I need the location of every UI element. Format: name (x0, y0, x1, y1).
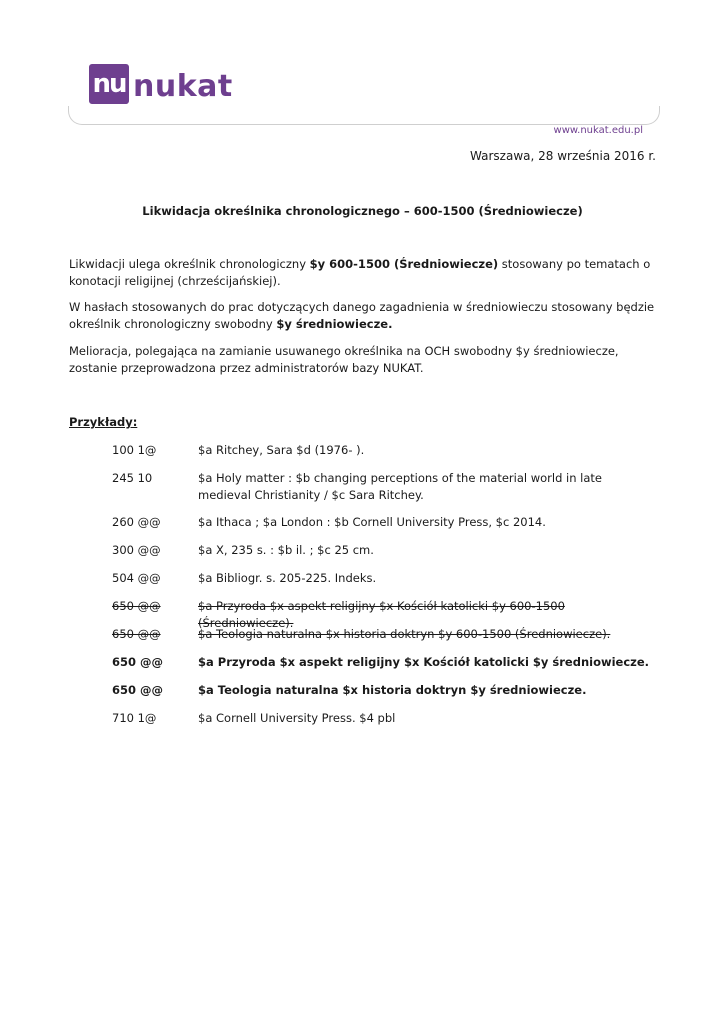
paragraph-1 (69, 256, 659, 290)
marc-tag: 710 1@ (112, 711, 157, 725)
marc-record-row (112, 442, 652, 459)
marc-content: $a Cornell University Press. $4 pbl (198, 711, 396, 725)
paragraph-1-text-a: Likwidacji ulega określnik chronologiczny (69, 257, 310, 271)
document-title: Likwidacja określnika chronologicznego – 600-1500 (Średniowiecze) (142, 204, 583, 218)
marc-record-row (112, 710, 652, 727)
marc-record-row (112, 470, 652, 504)
marc-tag: 100 1@ (112, 443, 157, 457)
marc-record-row (112, 570, 652, 587)
marc-tag: 650 @@ (112, 599, 161, 613)
nukat-logo (89, 63, 233, 104)
paragraph-2-bold: $y średniowiecze. (276, 317, 393, 331)
marc-record-row-deleted (112, 626, 652, 643)
marc-content: $a Teologia naturalna $x historia doktryn $y 600-1500 (Średniowiecze). (198, 627, 611, 641)
marc-tag: 260 @@ (112, 515, 161, 529)
examples-heading: Przykłady: (69, 415, 138, 429)
marc-tag: 650 @@ (112, 627, 161, 641)
marc-content: $a Holy matter : $b changing perceptions of the material world in late medieval Christianity / $c Sara Ritchey. (198, 471, 603, 502)
marc-tag: 650 @@ (112, 683, 164, 697)
paragraph-2-text-a: W hasłach stosowanych do prac dotyczących danego zagadnienia w średniowieczu stosowany będzie określnik chronologiczny swobodny (69, 300, 655, 331)
marc-content: $a Przyroda $x aspekt religijny $x Kościół katolicki $y średniowiecze. (198, 655, 650, 669)
marc-content: $a Ritchey, Sara $d (1976- ). (198, 443, 365, 457)
marc-tag: 504 @@ (112, 571, 161, 585)
logo-mark: nu (89, 64, 129, 104)
marc-record-row-new (112, 682, 652, 699)
marc-record-row-new (112, 654, 652, 671)
site-url: www.nukat.edu.pl (553, 125, 643, 136)
marc-record-row (112, 514, 652, 531)
marc-content: $a Ithaca ; $a London : $b Cornell University Press, $c 2014. (198, 515, 546, 529)
marc-tag: 650 @@ (112, 655, 164, 669)
paragraph-2 (69, 299, 659, 333)
letter-date: Warszawa, 28 września 2016 r. (470, 149, 656, 163)
marc-content: $a Przyroda $x aspekt religijny $x Kościół katolicki $y 600-1500 (Średniowiecze). (198, 599, 565, 630)
marc-content: $a X, 235 s. : $b il. ; $c 25 cm. (198, 543, 374, 557)
logo-word: nukat (133, 69, 233, 104)
paragraph-3: Melioracja, polegająca na zamianie usuwanego określnika na OCH swobodny $y średniowiecze, zostanie przeprowadzona przez administratorów bazy NUKAT. (69, 344, 619, 375)
header-divider (68, 106, 660, 125)
marc-record-row (112, 542, 652, 559)
marc-content: $a Teologia naturalna $x historia doktryn $y średniowiecze. (198, 683, 587, 697)
marc-tag: 300 @@ (112, 543, 161, 557)
marc-content: $a Bibliogr. s. 205-225. Indeks. (198, 571, 377, 585)
marc-tag: 245 10 (112, 471, 153, 485)
paragraph-1-bold: $y 600-1500 (Średniowiecze) (309, 257, 499, 271)
paragraph-1-text-c: stosowany po tematach o konotacji religijnej (chrześcijańskiej). (69, 257, 651, 288)
